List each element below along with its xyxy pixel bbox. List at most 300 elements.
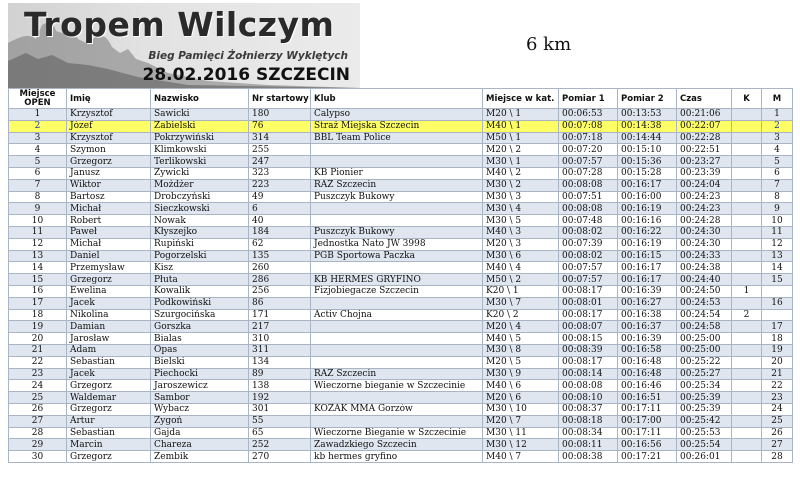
cell-split1: 00:08:08 (559, 380, 618, 392)
cell-split1: 00:08:18 (559, 415, 618, 427)
cell-start-number: 76 (249, 120, 311, 132)
table-row (9, 392, 793, 404)
cell-m: 7 (762, 179, 793, 191)
cell-m: 5 (762, 156, 793, 168)
cell-split2: 00:16:22 (618, 226, 677, 238)
cell-start-number: 49 (249, 191, 311, 203)
cell-first-name: Janusz (67, 167, 151, 179)
table-row (9, 344, 793, 356)
cell-m: 23 (762, 392, 793, 404)
cell-split1: 00:08:02 (559, 226, 618, 238)
cell-k (732, 250, 762, 262)
cell-category-place: M30 \ 5 (483, 215, 559, 227)
table-row (9, 203, 793, 215)
cell-club: Puszczyk Bukowy (311, 226, 483, 238)
cell-club: BBL Team Police (311, 132, 483, 144)
cell-start-number: 138 (249, 380, 311, 392)
header-start-number: Nr startowy (249, 89, 311, 109)
header-last-name: Nazwisko (151, 89, 249, 109)
cell-k (732, 427, 762, 439)
cell-last-name: Kowalik (151, 285, 249, 297)
header-club: Klub (311, 89, 483, 109)
cell-split1: 00:08:11 (559, 439, 618, 451)
cell-last-name: Rupiński (151, 238, 249, 250)
cell-first-name: Michał (67, 203, 151, 215)
cell-split1: 00:08:07 (559, 321, 618, 333)
cell-m: 22 (762, 380, 793, 392)
cell-place: 6 (9, 167, 67, 179)
cell-k (732, 226, 762, 238)
cell-k (732, 167, 762, 179)
event-subtitle: Bieg Pamięci Żołnierzy Wyklętych (148, 50, 348, 62)
cell-time: 00:22:51 (677, 144, 732, 156)
cell-club: Puszczyk Bukowy (311, 191, 483, 203)
cell-time: 00:25:54 (677, 439, 732, 451)
cell-place: 22 (9, 356, 67, 368)
cell-split2: 00:16:15 (618, 250, 677, 262)
cell-time: 00:25:00 (677, 344, 732, 356)
cell-time: 00:24:40 (677, 274, 732, 286)
cell-split1: 00:08:38 (559, 451, 618, 463)
cell-start-number: 323 (249, 167, 311, 179)
cell-place: 11 (9, 226, 67, 238)
cell-time: 00:24:33 (677, 250, 732, 262)
cell-club: kb hermes gryfino (311, 451, 483, 463)
cell-split1: 00:08:17 (559, 309, 618, 321)
cell-last-name: Nowak (151, 215, 249, 227)
cell-split1: 00:08:15 (559, 333, 618, 345)
cell-k (732, 179, 762, 191)
table-row (9, 109, 793, 121)
cell-m: 10 (762, 215, 793, 227)
cell-club (311, 344, 483, 356)
cell-last-name: Sieczkowski (151, 203, 249, 215)
cell-k (732, 380, 762, 392)
table-row (9, 451, 793, 463)
cell-m: 27 (762, 439, 793, 451)
cell-last-name: Piechocki (151, 368, 249, 380)
cell-k (732, 144, 762, 156)
cell-place: 24 (9, 380, 67, 392)
cell-category-place: M30 \ 6 (483, 250, 559, 262)
cell-split2: 00:16:56 (618, 439, 677, 451)
cell-club: Activ Chojna (311, 309, 483, 321)
cell-club (311, 415, 483, 427)
cell-last-name: Wybacz (151, 403, 249, 415)
cell-last-name: Podkowiński (151, 297, 249, 309)
cell-split2: 00:16:17 (618, 274, 677, 286)
cell-first-name: Wiktor (67, 179, 151, 191)
table-row (9, 167, 793, 179)
cell-start-number: 55 (249, 415, 311, 427)
results-body (9, 109, 793, 463)
cell-m: 6 (762, 167, 793, 179)
header-place (9, 89, 67, 109)
header-k: K (732, 89, 762, 109)
cell-first-name: Grzegorz (67, 403, 151, 415)
cell-place: 27 (9, 415, 67, 427)
cell-start-number: 192 (249, 392, 311, 404)
cell-last-name: Kłyszejko (151, 226, 249, 238)
cell-k (732, 120, 762, 132)
cell-first-name: Artur (67, 415, 151, 427)
table-row (9, 380, 793, 392)
cell-start-number: 86 (249, 297, 311, 309)
cell-club: Straż Miejska Szczecin (311, 120, 483, 132)
cell-m: 26 (762, 427, 793, 439)
cell-first-name: Adam (67, 344, 151, 356)
header-row (9, 89, 793, 109)
cell-first-name: Krzysztof (67, 132, 151, 144)
cell-k (732, 333, 762, 345)
table-row (9, 156, 793, 168)
cell-m: 4 (762, 144, 793, 156)
cell-k (732, 274, 762, 286)
table-row (9, 415, 793, 427)
cell-category-place: M40 \ 7 (483, 451, 559, 463)
cell-place: 13 (9, 250, 67, 262)
cell-last-name: Drobczyński (151, 191, 249, 203)
cell-split2: 00:16:51 (618, 392, 677, 404)
cell-first-name: Michał (67, 238, 151, 250)
cell-k (732, 356, 762, 368)
cell-last-name: Chareza (151, 439, 249, 451)
cell-last-name: Pokrzywiński (151, 132, 249, 144)
cell-split1: 00:06:53 (559, 109, 618, 121)
cell-category-place: M30 \ 12 (483, 439, 559, 451)
cell-first-name: Józef (67, 120, 151, 132)
table-row (9, 120, 793, 132)
cell-split1: 00:07:48 (559, 215, 618, 227)
cell-start-number: 62 (249, 238, 311, 250)
cell-time: 00:22:28 (677, 132, 732, 144)
cell-split1: 00:08:02 (559, 250, 618, 262)
cell-first-name: Jacek (67, 297, 151, 309)
cell-club: Wieczorne Bieganie w Szczecinie (311, 427, 483, 439)
cell-category-place: M30 \ 9 (483, 368, 559, 380)
cell-k (732, 238, 762, 250)
cell-first-name: Grzegorz (67, 274, 151, 286)
cell-time: 00:22:07 (677, 120, 732, 132)
cell-place: 4 (9, 144, 67, 156)
table-row (9, 427, 793, 439)
cell-place: 7 (9, 179, 67, 191)
cell-split2: 00:16:48 (618, 368, 677, 380)
cell-split2: 00:17:11 (618, 427, 677, 439)
cell-split2: 00:16:46 (618, 380, 677, 392)
cell-last-name: Sawicki (151, 109, 249, 121)
cell-first-name: Przemysław (67, 262, 151, 274)
table-row (9, 250, 793, 262)
cell-first-name: Robert (67, 215, 151, 227)
cell-split1: 00:08:08 (559, 203, 618, 215)
event-title: Tropem Wilczym (24, 5, 335, 44)
cell-k (732, 415, 762, 427)
cell-last-name: Gorszka (151, 321, 249, 333)
cell-first-name: Ewelina (67, 285, 151, 297)
cell-category-place: M40 \ 2 (483, 167, 559, 179)
table-row (9, 132, 793, 144)
cell-split2: 00:17:21 (618, 451, 677, 463)
cell-first-name: Marcin (67, 439, 151, 451)
cell-k (732, 262, 762, 274)
cell-split1: 00:08:14 (559, 368, 618, 380)
cell-k (732, 403, 762, 415)
cell-first-name: Nikolina (67, 309, 151, 321)
cell-time: 00:26:01 (677, 451, 732, 463)
cell-category-place: M30 \ 7 (483, 297, 559, 309)
cell-k: 2 (732, 309, 762, 321)
cell-split1: 00:07:28 (559, 167, 618, 179)
cell-start-number: 270 (249, 451, 311, 463)
cell-start-number: 135 (249, 250, 311, 262)
cell-place: 23 (9, 368, 67, 380)
cell-club (311, 144, 483, 156)
cell-category-place: K20 \ 2 (483, 309, 559, 321)
cell-k (732, 368, 762, 380)
cell-start-number: 314 (249, 132, 311, 144)
cell-start-number: 217 (249, 321, 311, 333)
cell-club (311, 321, 483, 333)
cell-m: 28 (762, 451, 793, 463)
cell-category-place: M30 \ 2 (483, 179, 559, 191)
cell-k (732, 156, 762, 168)
cell-start-number: 301 (249, 403, 311, 415)
cell-club (311, 392, 483, 404)
cell-club: PGB Sportowa Paczka (311, 250, 483, 262)
cell-last-name: Żywicki (151, 167, 249, 179)
table-row (9, 179, 793, 191)
cell-time: 00:25:27 (677, 368, 732, 380)
cell-start-number: 252 (249, 439, 311, 451)
cell-first-name: Damian (67, 321, 151, 333)
cell-k (732, 297, 762, 309)
event-banner (8, 3, 360, 88)
table-row (9, 368, 793, 380)
cell-time: 00:24:53 (677, 297, 732, 309)
cell-first-name: Paweł (67, 226, 151, 238)
cell-start-number: 255 (249, 144, 311, 156)
cell-place: 10 (9, 215, 67, 227)
cell-club (311, 262, 483, 274)
cell-category-place: M20 \ 5 (483, 356, 559, 368)
cell-split2: 00:16:27 (618, 297, 677, 309)
cell-split2: 00:16:58 (618, 344, 677, 356)
cell-m: 20 (762, 356, 793, 368)
cell-first-name: Grzegorz (67, 451, 151, 463)
cell-time: 00:25:39 (677, 392, 732, 404)
cell-m: 2 (762, 120, 793, 132)
cell-club (311, 333, 483, 345)
cell-last-name: Pogorzelski (151, 250, 249, 262)
cell-club: Wieczorne bieganie w Szczecinie (311, 380, 483, 392)
cell-category-place: M20 \ 3 (483, 238, 559, 250)
cell-category-place: M20 \ 4 (483, 321, 559, 333)
cell-category-place: M30 \ 4 (483, 203, 559, 215)
event-date-location: 28.02.2016 SZCZECIN (142, 65, 350, 85)
cell-first-name: Sebastian (67, 427, 151, 439)
cell-k (732, 109, 762, 121)
cell-place: 28 (9, 427, 67, 439)
cell-m: 13 (762, 250, 793, 262)
cell-split1: 00:08:01 (559, 297, 618, 309)
cell-time: 00:24:28 (677, 215, 732, 227)
cell-category-place: M30 \ 10 (483, 403, 559, 415)
table-row (9, 274, 793, 286)
cell-time: 00:24:30 (677, 226, 732, 238)
cell-start-number: 223 (249, 179, 311, 191)
cell-split2: 00:16:48 (618, 356, 677, 368)
cell-k: 1 (732, 285, 762, 297)
cell-m (762, 285, 793, 297)
table-row (9, 191, 793, 203)
race-distance: 6 km (526, 34, 572, 55)
cell-split1: 00:07:08 (559, 120, 618, 132)
cell-place: 9 (9, 203, 67, 215)
cell-split2: 00:17:00 (618, 415, 677, 427)
cell-start-number: 65 (249, 427, 311, 439)
cell-club: Jednostka Nato JW 3998 (311, 238, 483, 250)
cell-split1: 00:08:39 (559, 344, 618, 356)
cell-category-place: M30 \ 8 (483, 344, 559, 356)
cell-last-name: Zabielski (151, 120, 249, 132)
cell-split2: 00:17:11 (618, 403, 677, 415)
cell-category-place: M20 \ 1 (483, 109, 559, 121)
cell-last-name: Bialas (151, 333, 249, 345)
cell-first-name: Grzegorz (67, 380, 151, 392)
cell-club: KB Pionier (311, 167, 483, 179)
cell-split2: 00:16:37 (618, 321, 677, 333)
cell-club (311, 156, 483, 168)
table-row (9, 238, 793, 250)
cell-club: KB HERMES GRYFINO (311, 274, 483, 286)
cell-m: 21 (762, 368, 793, 380)
cell-time: 00:21:06 (677, 109, 732, 121)
cell-m: 1 (762, 109, 793, 121)
cell-place: 21 (9, 344, 67, 356)
cell-last-name: Żygoń (151, 415, 249, 427)
cell-last-name: Możdżer (151, 179, 249, 191)
cell-start-number: 89 (249, 368, 311, 380)
cell-split1: 00:07:20 (559, 144, 618, 156)
cell-start-number: 180 (249, 109, 311, 121)
cell-place: 19 (9, 321, 67, 333)
cell-split2: 00:16:19 (618, 238, 677, 250)
cell-category-place: M40 \ 6 (483, 380, 559, 392)
cell-place: 2 (9, 120, 67, 132)
cell-first-name: Grzegorz (67, 156, 151, 168)
cell-split2: 00:16:00 (618, 191, 677, 203)
cell-time: 00:24:58 (677, 321, 732, 333)
cell-last-name: Gajda (151, 427, 249, 439)
cell-category-place: M50 \ 2 (483, 274, 559, 286)
table-row (9, 262, 793, 274)
cell-m: 24 (762, 403, 793, 415)
cell-k (732, 132, 762, 144)
cell-category-place: K20 \ 1 (483, 285, 559, 297)
cell-m: 9 (762, 203, 793, 215)
cell-place: 12 (9, 238, 67, 250)
cell-start-number: 256 (249, 285, 311, 297)
cell-k (732, 392, 762, 404)
cell-club (311, 215, 483, 227)
cell-time: 00:24:54 (677, 309, 732, 321)
cell-time: 00:24:23 (677, 191, 732, 203)
cell-m: 12 (762, 238, 793, 250)
cell-club: Zawadzkiego Szczecin (311, 439, 483, 451)
cell-first-name: Szymon (67, 144, 151, 156)
table-row (9, 144, 793, 156)
cell-start-number: 134 (249, 356, 311, 368)
cell-last-name: Terlikowski (151, 156, 249, 168)
cell-m: 8 (762, 191, 793, 203)
cell-k (732, 451, 762, 463)
cell-split1: 00:08:08 (559, 179, 618, 191)
table-row (9, 403, 793, 415)
cell-split1: 00:07:57 (559, 262, 618, 274)
table-row (9, 439, 793, 451)
cell-club (311, 297, 483, 309)
cell-time: 00:24:30 (677, 238, 732, 250)
cell-split2: 00:16:19 (618, 203, 677, 215)
cell-k (732, 439, 762, 451)
cell-first-name: Daniel (67, 250, 151, 262)
cell-place: 25 (9, 392, 67, 404)
cell-place: 18 (9, 309, 67, 321)
cell-place: 5 (9, 156, 67, 168)
cell-last-name: Opas (151, 344, 249, 356)
cell-place: 16 (9, 285, 67, 297)
cell-place: 20 (9, 333, 67, 345)
cell-first-name: Jacek (67, 368, 151, 380)
cell-time: 00:23:39 (677, 167, 732, 179)
cell-category-place: M40 \ 4 (483, 262, 559, 274)
cell-category-place: M40 \ 5 (483, 333, 559, 345)
cell-time: 00:24:23 (677, 203, 732, 215)
table-row (9, 297, 793, 309)
cell-category-place: M40 \ 1 (483, 120, 559, 132)
cell-last-name: Kisz (151, 262, 249, 274)
cell-m (762, 309, 793, 321)
cell-split2: 00:16:16 (618, 215, 677, 227)
cell-m: 16 (762, 297, 793, 309)
cell-last-name: Klimkowski (151, 144, 249, 156)
cell-category-place: M20 \ 6 (483, 392, 559, 404)
cell-split2: 00:16:17 (618, 262, 677, 274)
cell-time: 00:24:50 (677, 285, 732, 297)
cell-k (732, 344, 762, 356)
header-place-line1: Miejsce (19, 88, 56, 99)
cell-place: 15 (9, 274, 67, 286)
cell-time: 00:24:38 (677, 262, 732, 274)
header-m: M (762, 89, 793, 109)
cell-time: 00:25:42 (677, 415, 732, 427)
cell-club: RAZ Szczecin (311, 368, 483, 380)
table-row (9, 215, 793, 227)
cell-first-name: Krzysztof (67, 109, 151, 121)
cell-club: RAZ Szczecin (311, 179, 483, 191)
cell-last-name: Sambor (151, 392, 249, 404)
cell-club: Fizjobiegacze Szczecin (311, 285, 483, 297)
cell-split1: 00:07:57 (559, 274, 618, 286)
cell-split1: 00:08:17 (559, 285, 618, 297)
cell-k (732, 203, 762, 215)
cell-start-number: 171 (249, 309, 311, 321)
cell-start-number: 247 (249, 156, 311, 168)
table-row (9, 356, 793, 368)
cell-split1: 00:08:10 (559, 392, 618, 404)
cell-split2: 00:16:17 (618, 179, 677, 191)
